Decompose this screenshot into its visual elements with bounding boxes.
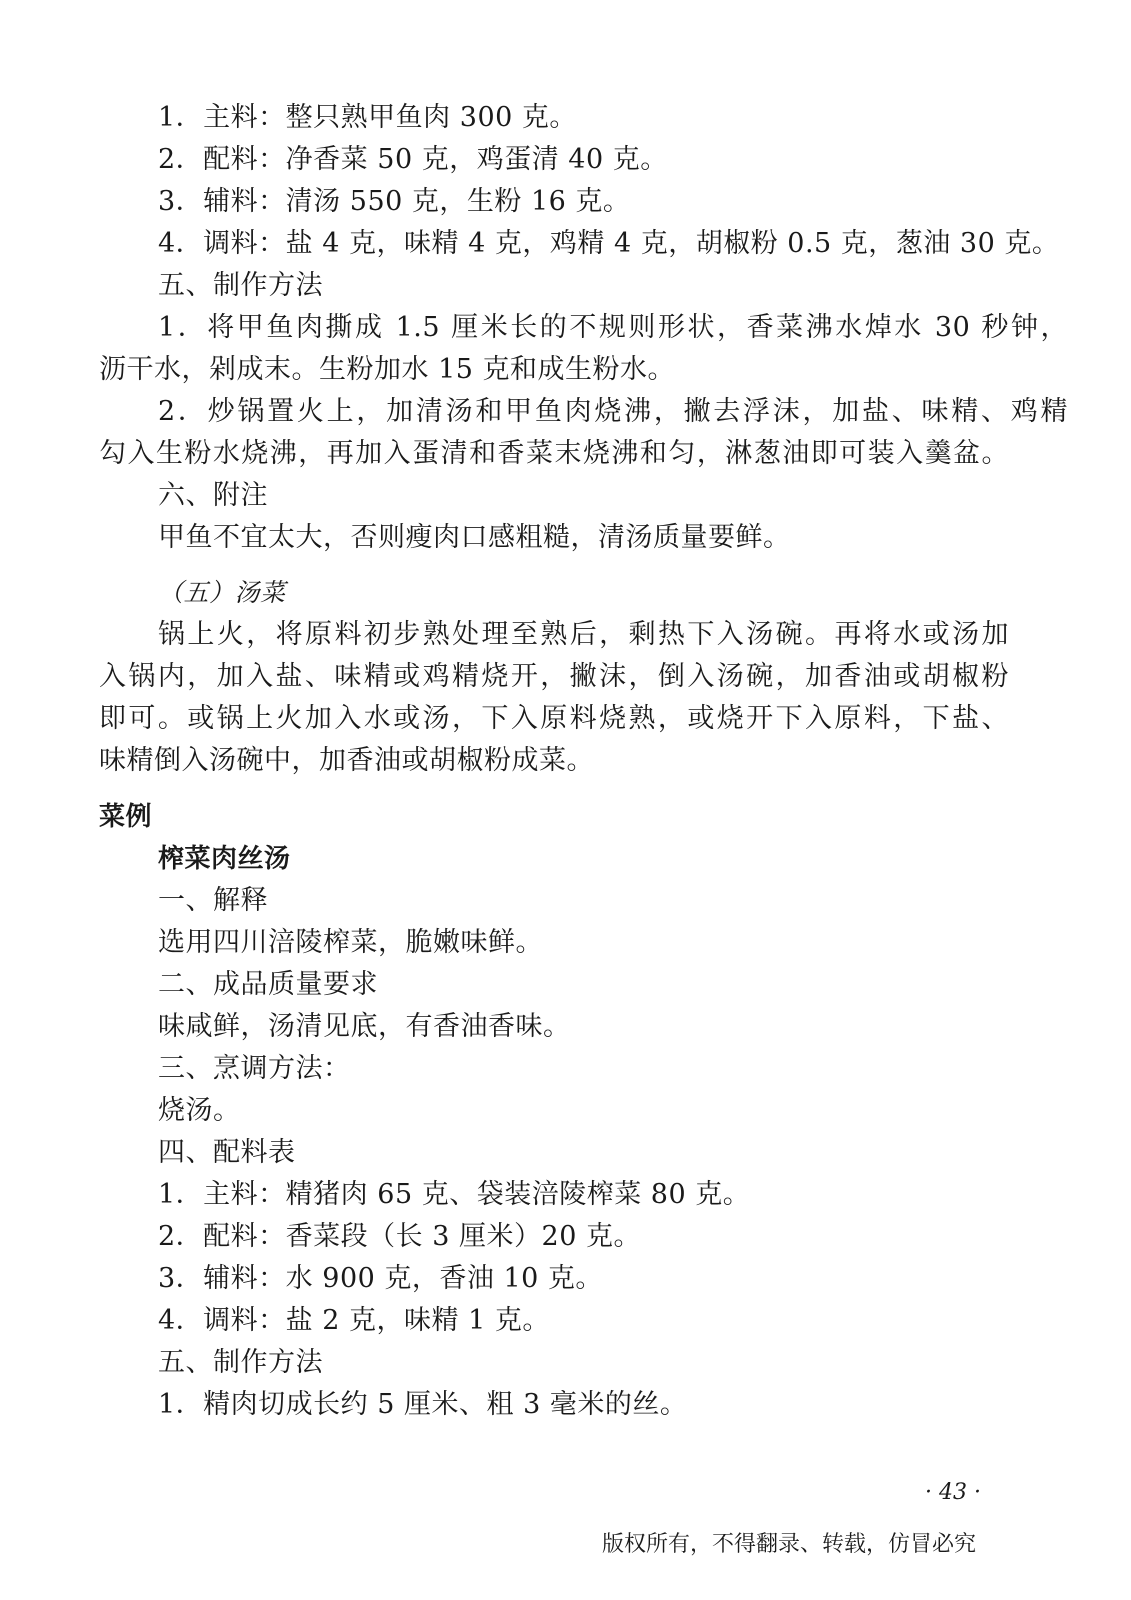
section-heading-notes: 六、附注 xyxy=(158,480,268,511)
paragraph-line: 锅上火，将原料初步熟处理至熟后，剩热下入汤碗。再将水或汤加 xyxy=(158,619,1009,650)
ingredient-auxiliary: 3．辅料：清汤 550 克，生粉 16 克。 xyxy=(158,186,631,217)
ingredient-secondary: 2．配料：净香菜 50 克，鸡蛋清 40 克。 xyxy=(158,144,668,175)
paragraph-line: 入锅内，加入盐、味精或鸡精烧开，撇沫，倒入汤碗，加香油或胡椒粉 xyxy=(99,661,1009,692)
section-heading-method: 五、制作方法 xyxy=(158,1347,323,1378)
method-step-line: 1．将甲鱼肉撕成 1.5 厘米长的不规则形状，香菜沸水焯水 30 秒钟， xyxy=(158,312,1068,343)
cooking-method-text: 烧汤。 xyxy=(158,1095,241,1126)
quality-text: 味咸鲜，汤清见底，有香油香味。 xyxy=(158,1011,571,1042)
section-heading-ingredients: 四、配料表 xyxy=(158,1137,296,1168)
section-heading-quality: 二、成品质量要求 xyxy=(158,969,378,1000)
recipe-title: 榨菜肉丝汤 xyxy=(158,844,291,874)
method-step-line: 1．精肉切成长约 5 厘米、粗 3 毫米的丝。 xyxy=(158,1389,688,1420)
example-heading: 菜例 xyxy=(99,802,153,832)
method-step-line: 沥干水，剁成末。生粉加水 15 克和成生粉水。 xyxy=(99,354,676,385)
ingredient-seasoning: 4．调料：盐 2 克，味精 1 克。 xyxy=(158,1305,550,1336)
section-heading-cooking-method: 三、烹调方法： xyxy=(158,1053,351,1084)
section-heading-explanation: 一、解释 xyxy=(158,885,268,916)
ingredient-main: 1．主料：整只熟甲鱼肉 300 克。 xyxy=(158,102,577,133)
paragraph-line: 即可。或锅上火加入水或汤，下入原料烧熟，或烧开下入原料，下盐、 xyxy=(99,703,1009,734)
method-step-line: 勾入生粉水烧沸，再加入蛋清和香菜末烧沸和匀，淋葱油即可装入羹盆。 xyxy=(99,438,1009,469)
section-heading-method: 五、制作方法 xyxy=(158,270,323,301)
copyright-notice: 版权所有，不得翻录、转载，仿冒必究 xyxy=(601,1532,976,1557)
explanation-text: 选用四川涪陵榨菜，脆嫩味鲜。 xyxy=(158,927,543,958)
ingredient-main: 1．主料：精猪肉 65 克、袋装涪陵榨菜 80 克。 xyxy=(158,1179,751,1210)
ingredient-seasoning: 4．调料：盐 4 克，味精 4 克，鸡精 4 克，胡椒粉 0.5 克，葱油 30 克。 xyxy=(158,228,1060,259)
notes-text: 甲鱼不宜太大，否则瘦肉口感粗糙，清汤质量要鲜。 xyxy=(158,522,791,553)
page-number: · 43 · xyxy=(925,1480,981,1505)
paragraph-line: 味精倒入汤碗中，加香油或胡椒粉成菜。 xyxy=(99,745,594,776)
method-step-line: 2．炒锅置火上，加清汤和甲鱼肉烧沸，撇去浮沫，加盐、味精、鸡精 xyxy=(158,396,1068,427)
ingredient-secondary: 2．配料：香菜段（长 3 厘米）20 克。 xyxy=(158,1221,641,1252)
subsection-heading-soup: （五）汤菜 xyxy=(158,578,286,607)
ingredient-auxiliary: 3．辅料：水 900 克，香油 10 克。 xyxy=(158,1263,603,1294)
